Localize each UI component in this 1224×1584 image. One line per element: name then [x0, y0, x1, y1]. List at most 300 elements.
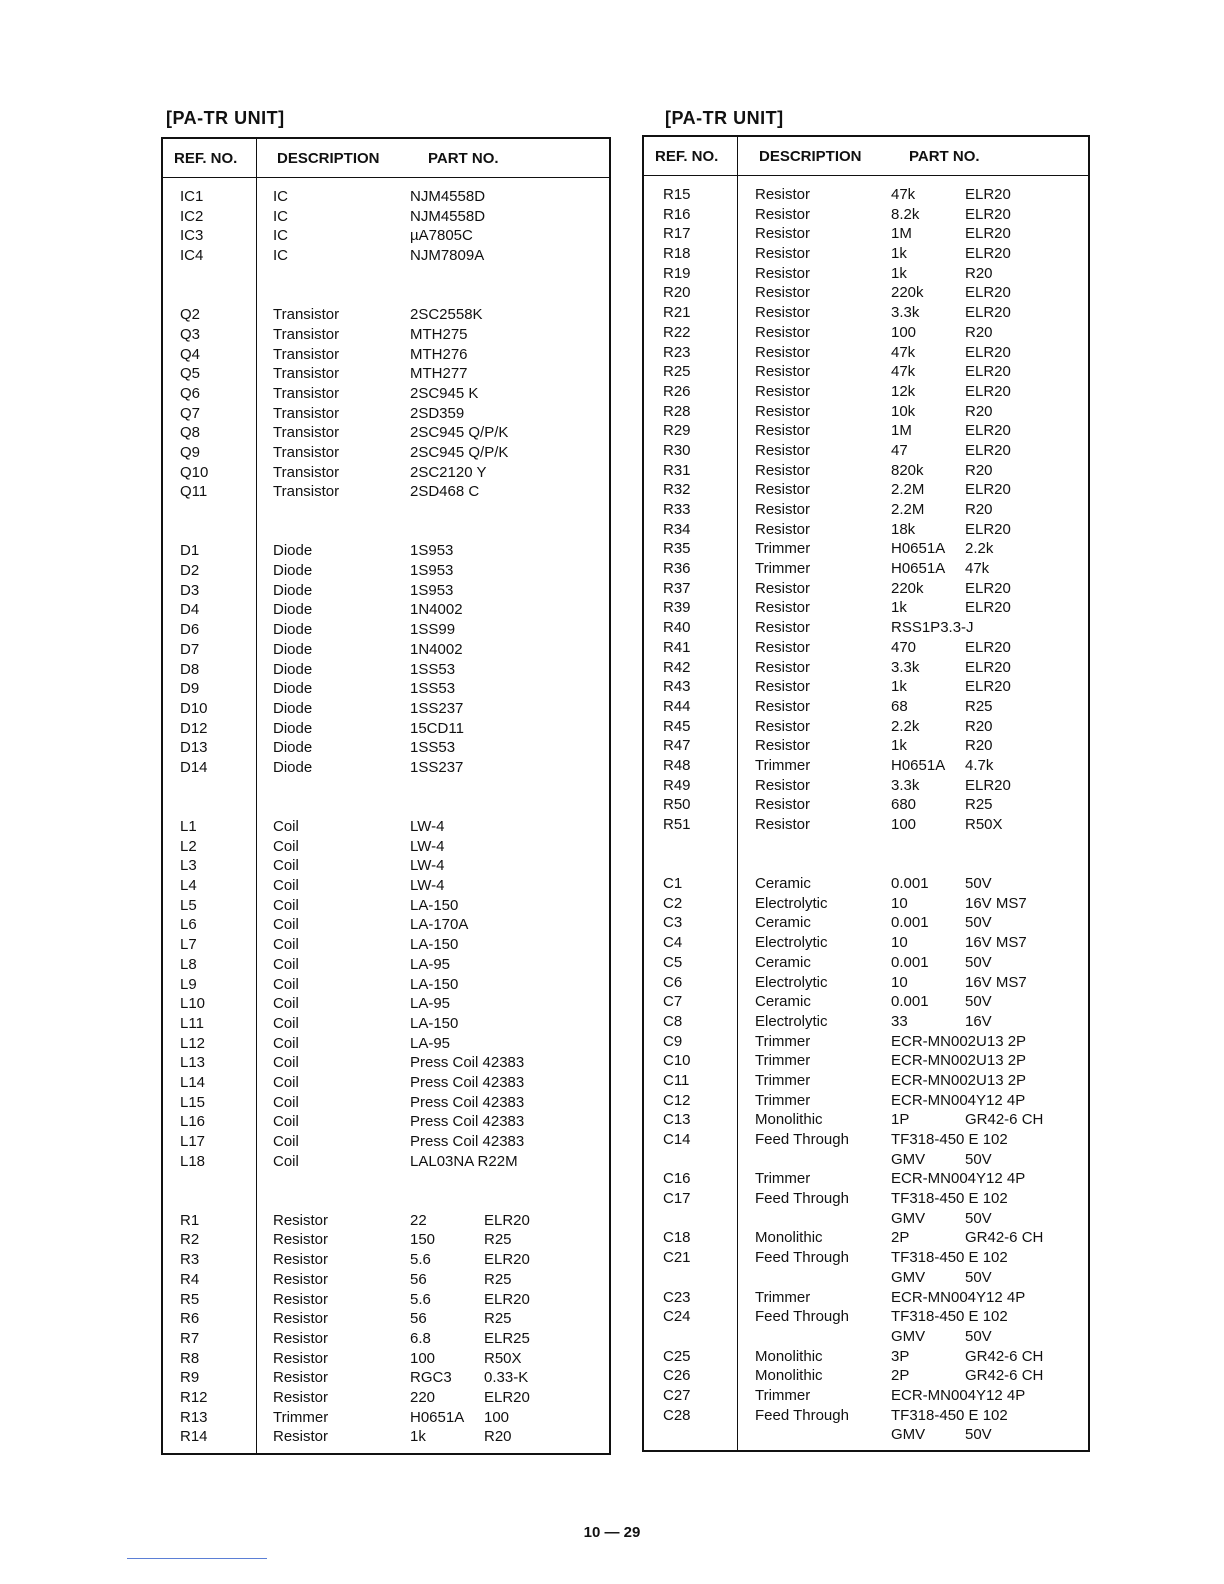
table-row [163, 699, 609, 719]
cell-val: 50V [965, 1209, 992, 1227]
table-row [644, 1268, 1088, 1288]
cell-val: ELR20 [965, 225, 1011, 243]
cell-val: ELR20 [965, 284, 1011, 302]
table-row [163, 876, 609, 896]
cell-part: TF318-450 E 102 [891, 1308, 1008, 1326]
cell-ref: R41 [663, 638, 691, 656]
cell-ref: IC3 [180, 227, 204, 245]
cell-ref: Q6 [180, 384, 201, 402]
cell-desc: Resistor [755, 816, 811, 833]
cell-part: 2.2k [891, 717, 920, 735]
cell-ref: R17 [663, 225, 691, 243]
table-row [163, 502, 609, 522]
cell-val: 47k [965, 560, 990, 578]
cell-desc: IC [273, 207, 288, 225]
cell-part: 2P [891, 1367, 910, 1385]
cell-ref: R40 [663, 619, 691, 637]
table-row [644, 1189, 1088, 1209]
table-row [163, 1152, 609, 1172]
cell-part: 1SS237 [410, 758, 464, 776]
table-row [644, 461, 1088, 481]
cell-desc: Resistor [273, 1231, 329, 1249]
cell-part: 10k [891, 402, 916, 420]
cell-part: Press Coil 42383 [410, 1054, 525, 1072]
table-row [644, 520, 1088, 540]
cell-desc: Diode [273, 699, 313, 717]
cell-part: Press Coil 42383 [410, 1133, 525, 1150]
cell-part: 1k [891, 264, 907, 282]
table-row [644, 1386, 1088, 1406]
table-row [644, 815, 1088, 835]
cell-desc: Trimmer [755, 1386, 811, 1404]
cell-ref: L7 [180, 936, 197, 954]
cell-part: ECR-MN002U13 2P [891, 1032, 1027, 1050]
cell-part: 3.3k [891, 658, 920, 676]
cell-desc: Resistor [755, 363, 811, 381]
cell-part: 680 [891, 796, 917, 814]
table-row [163, 817, 609, 837]
cell-ref: L15 [180, 1093, 206, 1111]
cell-part: NJM4558D [410, 188, 486, 205]
cell-val: R20 [965, 737, 993, 755]
table-row [163, 561, 609, 581]
table-row [163, 482, 609, 502]
cell-part: 8.2k [891, 205, 920, 223]
table-row [163, 1290, 609, 1310]
cell-val: R20 [965, 717, 993, 735]
cell-desc: Electrolytic [755, 894, 828, 912]
cell-ref: C13 [663, 1111, 691, 1129]
cell-desc: Resistor [755, 304, 811, 322]
cell-ref: R34 [663, 520, 691, 538]
table-row [163, 404, 609, 424]
cell-part: 2.2M [891, 481, 925, 499]
table-row [163, 1211, 609, 1231]
table-row [163, 305, 609, 325]
cell-ref: L11 [180, 1014, 204, 1032]
table-row [644, 205, 1088, 225]
cell-part: GMV [891, 1327, 926, 1345]
cell-val: ELR20 [484, 1251, 530, 1269]
table-row [644, 854, 1088, 874]
cell-part: 3.3k [891, 776, 920, 794]
table-row [163, 975, 609, 995]
cell-desc: Monolithic [755, 1229, 823, 1247]
table-row [644, 1012, 1088, 1032]
cell-part: TF318-450 E 102 [891, 1190, 1008, 1208]
cell-desc: Trimmer [755, 756, 811, 774]
cell-part: 1S953 [410, 562, 454, 580]
table-row [644, 795, 1088, 815]
cell-val: 16V MS7 [965, 973, 1027, 991]
cell-part: LA-150 [410, 936, 459, 954]
table-row [644, 1228, 1088, 1248]
cell-part: 1N4002 [410, 601, 463, 619]
cell-desc: Coil [273, 1014, 299, 1032]
cell-ref: R7 [180, 1329, 200, 1347]
cell-part: 1M [891, 225, 912, 243]
cell-desc: Ceramic [755, 914, 811, 932]
table-row [644, 973, 1088, 993]
cell-part: 3.3k [891, 304, 920, 322]
left-table-header [163, 139, 609, 178]
cell-desc: IC [273, 188, 288, 205]
cell-part: 1k [891, 678, 907, 696]
cell-part: 10 [891, 894, 908, 912]
cell-desc: Resistor [755, 796, 811, 814]
cell-part: 2SD359 [410, 404, 465, 422]
cell-val: 16V MS7 [965, 894, 1027, 912]
cell-ref: R32 [663, 481, 691, 499]
cell-desc: Resistor [755, 678, 811, 696]
cell-ref: IC4 [180, 247, 204, 265]
cell-part: Press Coil 42383 [410, 1073, 525, 1091]
cell-desc: Transistor [273, 325, 340, 343]
cell-part: GMV [891, 1426, 926, 1444]
cell-desc: Trimmer [755, 1052, 811, 1070]
table-row [163, 640, 609, 660]
cell-desc: Diode [273, 640, 313, 658]
left-parts-table [161, 137, 611, 1455]
cell-desc: Resistor [755, 638, 811, 656]
cell-ref: Q9 [180, 443, 201, 461]
cell-ref: R51 [663, 816, 691, 833]
cell-desc: Resistor [273, 1369, 329, 1387]
cell-desc: Coil [273, 857, 299, 875]
cell-desc: Resistor [755, 619, 811, 637]
cell-val: ELR20 [965, 481, 1011, 499]
table-row [644, 1051, 1088, 1071]
cell-ref: L2 [180, 837, 197, 855]
cell-val: ELR20 [965, 304, 1011, 322]
cell-desc: Resistor [755, 579, 811, 597]
cell-part: ECR-MN004Y12 4P [891, 1091, 1026, 1109]
table-row [163, 226, 609, 246]
table-row [163, 797, 609, 817]
cell-ref: R26 [663, 382, 691, 400]
table-row [644, 1150, 1088, 1170]
cell-ref: R42 [663, 658, 691, 676]
cell-desc: Coil [273, 1073, 299, 1091]
cell-val: 50V [965, 1327, 992, 1345]
cell-ref: R6 [180, 1310, 200, 1328]
cell-part: ECR-MN002U13 2P [891, 1071, 1027, 1089]
cell-part: GMV [891, 1150, 926, 1168]
cell-ref: IC1 [180, 188, 204, 205]
cell-ref: Q5 [180, 365, 201, 383]
table-row [163, 384, 609, 404]
table-row [163, 1427, 609, 1447]
cell-desc: Diode [273, 562, 313, 580]
cell-ref: D14 [180, 758, 208, 776]
cell-part: RSS1P3.3-J [891, 619, 974, 637]
cell-desc: Resistor [755, 323, 811, 341]
cell-val: ELR20 [965, 441, 1011, 459]
cell-desc: Coil [273, 1113, 299, 1131]
table-row [644, 677, 1088, 697]
cell-val: R25 [484, 1310, 512, 1328]
cell-ref: C7 [663, 993, 683, 1011]
table-row [644, 992, 1088, 1012]
table-row [163, 1014, 609, 1034]
cell-ref: L10 [180, 995, 206, 1013]
table-row [644, 441, 1088, 461]
cell-ref: R4 [180, 1270, 200, 1288]
table-row [644, 1307, 1088, 1327]
cell-part: 15CD11 [410, 719, 464, 737]
cell-ref: R19 [663, 264, 691, 282]
cell-ref: L3 [180, 857, 197, 875]
cell-ref: C5 [663, 953, 683, 971]
cell-val: GR42-6 CH [965, 1229, 1044, 1247]
table-row [644, 776, 1088, 796]
table-row [644, 559, 1088, 579]
cell-part: 1SS99 [410, 621, 456, 639]
cell-val: ELR20 [965, 599, 1011, 617]
cell-desc: Coil [273, 1152, 299, 1170]
cell-part: TF318-450 E 102 [891, 1406, 1008, 1424]
cell-ref: L13 [180, 1054, 206, 1072]
cell-part: 3P [891, 1347, 910, 1365]
cell-part: 1SS237 [410, 699, 464, 717]
table-row [163, 738, 609, 758]
cell-part: ECR-MN004Y12 4P [891, 1170, 1026, 1188]
cell-part: 220k [891, 579, 924, 597]
cell-desc: Resistor [273, 1428, 329, 1446]
cell-part: H0651A [891, 560, 946, 578]
cell-desc: Coil [273, 955, 299, 973]
table-row [644, 362, 1088, 382]
table-row [644, 1425, 1088, 1445]
cell-desc: Ceramic [755, 993, 811, 1011]
cell-desc: Transistor [273, 365, 340, 383]
cell-ref: C9 [663, 1032, 683, 1050]
cell-desc: Feed Through [755, 1308, 849, 1326]
cell-desc: Resistor [273, 1329, 329, 1347]
cell-part: 1k [891, 737, 907, 755]
table-row [163, 246, 609, 266]
table-row [644, 480, 1088, 500]
cell-desc: Monolithic [755, 1347, 823, 1365]
cell-val: R20 [965, 461, 993, 479]
table-row [163, 1112, 609, 1132]
cell-ref: R45 [663, 717, 691, 735]
cell-desc: Resistor [273, 1251, 329, 1269]
cell-desc: Resistor [755, 402, 811, 420]
table-row [644, 756, 1088, 776]
cell-part: 1k [891, 245, 907, 263]
table-row [644, 913, 1088, 933]
table-row [163, 285, 609, 305]
cell-desc: Resistor [273, 1211, 329, 1229]
cell-ref: Q3 [180, 325, 201, 343]
cell-ref: R39 [663, 599, 691, 617]
part-no-header: PART NO. [428, 150, 499, 167]
cell-part: RGC3 [410, 1369, 452, 1387]
table-row [644, 224, 1088, 244]
cell-desc: IC [273, 227, 288, 245]
table-row [644, 382, 1088, 402]
table-row [163, 719, 609, 739]
cell-desc: Resistor [755, 481, 811, 499]
cell-ref: Q2 [180, 306, 201, 324]
left-unit-title: [PA-TR UNIT] [166, 108, 285, 128]
cell-part: 820k [891, 461, 924, 479]
cell-part: ECR-MN002U13 2P [891, 1052, 1027, 1070]
table-row [163, 915, 609, 935]
cell-part: 470 [891, 638, 917, 656]
cell-desc: Feed Through [755, 1131, 849, 1148]
cell-part: LW-4 [410, 877, 445, 895]
cell-ref: L1 [180, 818, 197, 835]
cell-ref: D7 [180, 640, 200, 658]
cell-desc: Resistor [755, 186, 811, 203]
cell-part: 2P [891, 1229, 910, 1247]
table-row [163, 620, 609, 640]
cell-val: 50V [965, 953, 992, 971]
table-row [644, 598, 1088, 618]
cell-part: 10 [891, 973, 908, 991]
cell-ref: R20 [663, 284, 691, 302]
cell-part: 1P [891, 1111, 910, 1129]
cell-part: 6.8 [410, 1329, 431, 1347]
table-row [163, 1349, 609, 1369]
cell-desc: Coil [273, 916, 299, 934]
cell-part: 1SS53 [410, 739, 456, 757]
cell-desc: Transistor [273, 345, 340, 363]
cell-desc: Diode [273, 680, 313, 698]
table-row [163, 837, 609, 857]
cell-ref: C1 [663, 875, 683, 893]
table-row [163, 207, 609, 227]
table-row [163, 1270, 609, 1290]
cell-desc: Feed Through [755, 1190, 849, 1208]
cell-desc: Ceramic [755, 875, 811, 893]
table-row [644, 421, 1088, 441]
cell-val: R25 [965, 697, 993, 715]
table-row [644, 1130, 1088, 1150]
cell-desc: Transistor [273, 384, 340, 402]
cell-ref: R37 [663, 579, 691, 597]
table-row [163, 541, 609, 561]
cell-part: MTH276 [410, 345, 468, 363]
cell-part: Press Coil 42383 [410, 1093, 525, 1111]
table-row [644, 185, 1088, 205]
cell-part: LA-170A [410, 916, 469, 934]
table-row [163, 896, 609, 916]
cell-ref: C27 [663, 1386, 691, 1404]
table-row [644, 283, 1088, 303]
cell-part: 33 [891, 1012, 908, 1030]
cell-val: R25 [484, 1270, 512, 1288]
cell-desc: Diode [273, 719, 313, 737]
cell-part: H0651A [410, 1408, 465, 1426]
cell-ref: R5 [180, 1290, 200, 1308]
cell-val: R25 [484, 1231, 512, 1249]
cell-desc: Resistor [755, 422, 811, 440]
table-row [163, 994, 609, 1014]
cell-val: ELR20 [484, 1290, 530, 1308]
cell-val: 4.7k [965, 756, 994, 774]
cell-val: ELR20 [965, 678, 1011, 696]
cell-part: 0.001 [891, 953, 929, 971]
cell-desc: Resistor [755, 225, 811, 243]
cell-desc: Resistor [755, 737, 811, 755]
cell-val: ELR20 [965, 520, 1011, 538]
cell-part: 1S953 [410, 581, 454, 599]
cell-part: TF318-450 E 102 [891, 1131, 1008, 1148]
table-row [163, 660, 609, 680]
table-row [644, 717, 1088, 737]
cell-ref: R50 [663, 796, 691, 814]
page-number: 10 — 29 [583, 1524, 641, 1541]
cell-ref: D1 [180, 542, 200, 560]
table-row [644, 1248, 1088, 1268]
cell-ref: R8 [180, 1349, 200, 1367]
cell-ref: C8 [663, 1012, 683, 1030]
cell-part: 12k [891, 382, 916, 400]
cell-ref: C14 [663, 1131, 691, 1148]
cell-desc: Coil [273, 818, 299, 835]
cell-ref: D6 [180, 621, 200, 639]
cell-desc: Transistor [273, 404, 340, 422]
cell-part: LA-95 [410, 1034, 451, 1052]
table-row [163, 1191, 609, 1211]
table-row [644, 638, 1088, 658]
cell-ref: R15 [663, 186, 691, 203]
table-row [163, 522, 609, 542]
cell-desc: Resistor [273, 1310, 329, 1328]
cell-ref: C6 [663, 973, 683, 991]
table-row [163, 325, 609, 345]
cell-val: R20 [965, 264, 993, 282]
cell-val: 16V [965, 1012, 992, 1030]
table-row [644, 658, 1088, 678]
cell-ref: L18 [180, 1152, 206, 1170]
cell-ref: R33 [663, 501, 691, 518]
cell-ref: L5 [180, 896, 197, 914]
cell-desc: Resistor [755, 461, 811, 479]
cell-desc: Monolithic [755, 1367, 823, 1385]
cell-ref: C4 [663, 934, 683, 952]
cell-part: Press Coil 42383 [410, 1113, 525, 1131]
cell-val: 50V [965, 1426, 992, 1444]
ref-no-header: REF. NO. [174, 150, 238, 167]
table-row [644, 1347, 1088, 1367]
cell-part: 220k [891, 284, 924, 302]
table-row [163, 758, 609, 778]
cell-ref: L4 [180, 877, 197, 895]
cell-desc: Coil [273, 837, 299, 855]
cell-part: LW-4 [410, 818, 445, 835]
cell-val: GR42-6 CH [965, 1347, 1044, 1365]
cell-ref: D4 [180, 601, 200, 619]
cell-part: 220 [410, 1388, 436, 1406]
cell-part: 5.6 [410, 1290, 431, 1308]
cell-ref: C25 [663, 1347, 691, 1365]
cell-val: ELR20 [965, 382, 1011, 400]
cell-val: ELR20 [965, 422, 1011, 440]
cell-ref: L14 [180, 1073, 206, 1091]
cell-ref: R14 [180, 1428, 208, 1446]
cell-ref: R43 [663, 678, 691, 696]
description-header: DESCRIPTION [277, 150, 380, 167]
cell-ref: D12 [180, 719, 208, 737]
right-parts-table [642, 135, 1090, 1452]
table-row [644, 736, 1088, 756]
table-row [163, 1408, 609, 1428]
table-row [163, 1073, 609, 1093]
